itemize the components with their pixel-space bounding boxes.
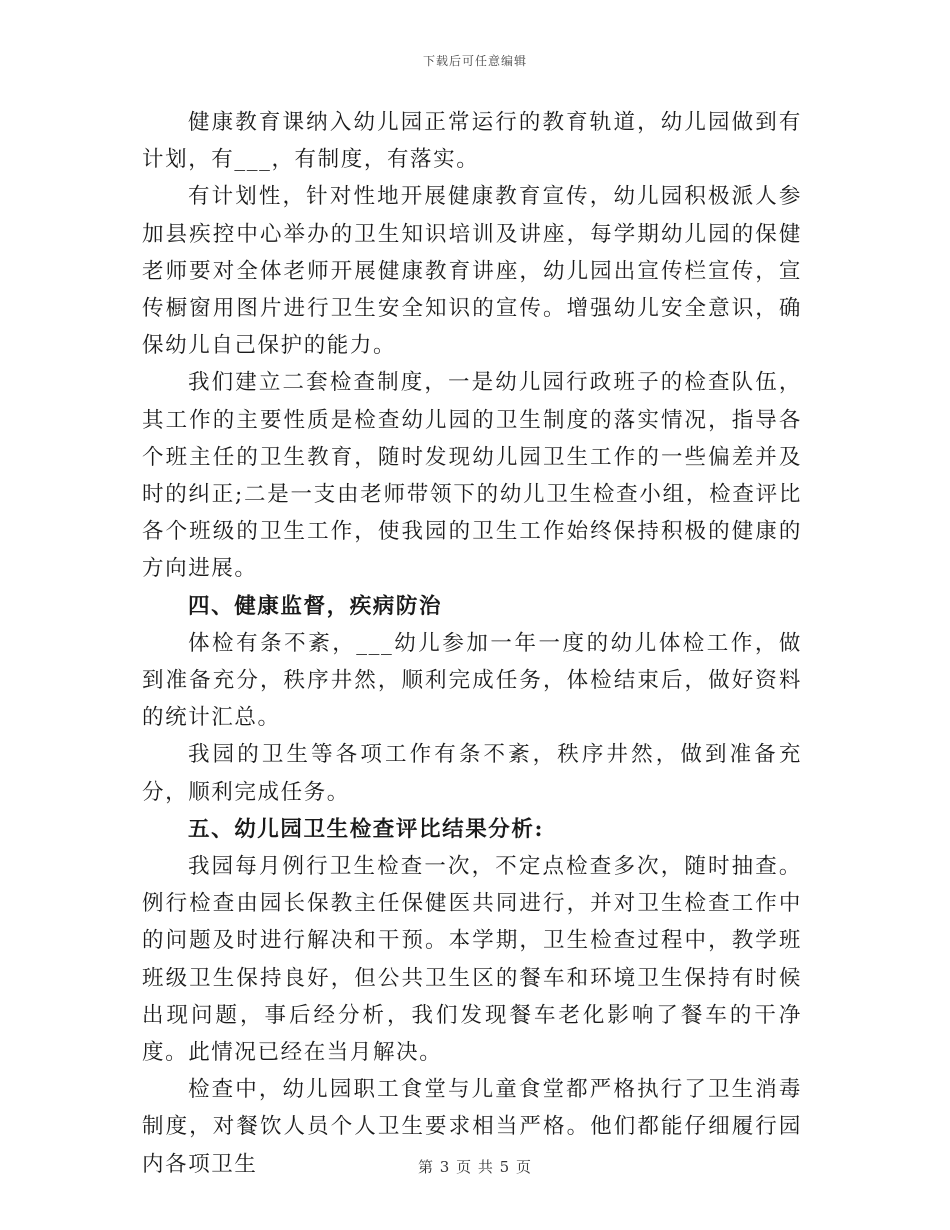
paragraph-physical-examination: 体检有条不紊，___幼儿参加一年一度的幼儿体检工作，做到准备充分，秩序井然，顺利完成任务，体检结束后，做好资料的统计汇总。 — [142, 630, 802, 731]
document-body — [142, 104, 802, 1183]
paragraph-inspection-system: 我们建立二套检查制度，一是幼儿园行政班子的检查队伍，其工作的主要性质是检查幼儿园的卫生制度的落实情况，指导各个班主任的卫生教育，随时发现幼儿园卫生工作的一些偏差并及时的纠正;二是一支由老师带领下的幼儿卫生检查小组，检查评比各个班级的卫生工作，使我园的卫生工作始终保持积极的健康的方向进展。 — [142, 370, 802, 582]
paragraph-health-education-publicity: 有计划性，针对性地开展健康教育宣传，幼儿园积极派人参加县疾控中心举办的卫生知识培训及讲座，每学期幼儿园的保健老师要对全体老师开展健康教育讲座，幼儿园出宣传栏宣传，宣传橱窗用图片进行卫生安全知识的宣传。增强幼儿安全意识，确保幼儿自己保护的能力。 — [142, 184, 802, 359]
section-heading-inspection-results: 五、幼儿园卫生检查评比结果分析: — [188, 816, 545, 842]
paragraph-health-education-plan: 健康教育课纳入幼儿园正常运行的教育轨道，幼儿园做到有计划，有___，有制度，有落实。 — [142, 110, 802, 173]
page-header-note: 下载后可任意编辑 — [422, 54, 527, 68]
paragraph-work-order: 我园的卫生等各项工作有条不紊，秩序井然，做到准备充分，顺利完成任务。 — [142, 742, 802, 805]
page-number: 第 3 页 共 5 页 — [418, 1158, 532, 1176]
paragraph-monthly-inspection: 我园每月例行卫生检查一次，不定点检查多次，随时抽查。例行检查由园长保教主任保健医共同进行，并对卫生检查工作中的问题及时进行解决和干预。本学期，卫生检查过程中，教学班班级卫生保持良好，但公共卫生区的餐车和环境卫生保持有时候出现问题，事后经分析，我们发现餐车老化影响了餐车的干净度。此情况已经在当月解决。 — [142, 854, 802, 1066]
section-heading-health-supervision: 四、健康监督，疾病防治 — [188, 593, 443, 619]
paragraph-canteen-hygiene: 检查中，幼儿园职工食堂与儿童食堂都严格执行了卫生消毒制度，对餐饮人员个人卫生要求相当严格。他们都能仔细履行园内各项卫生 — [142, 1077, 802, 1177]
